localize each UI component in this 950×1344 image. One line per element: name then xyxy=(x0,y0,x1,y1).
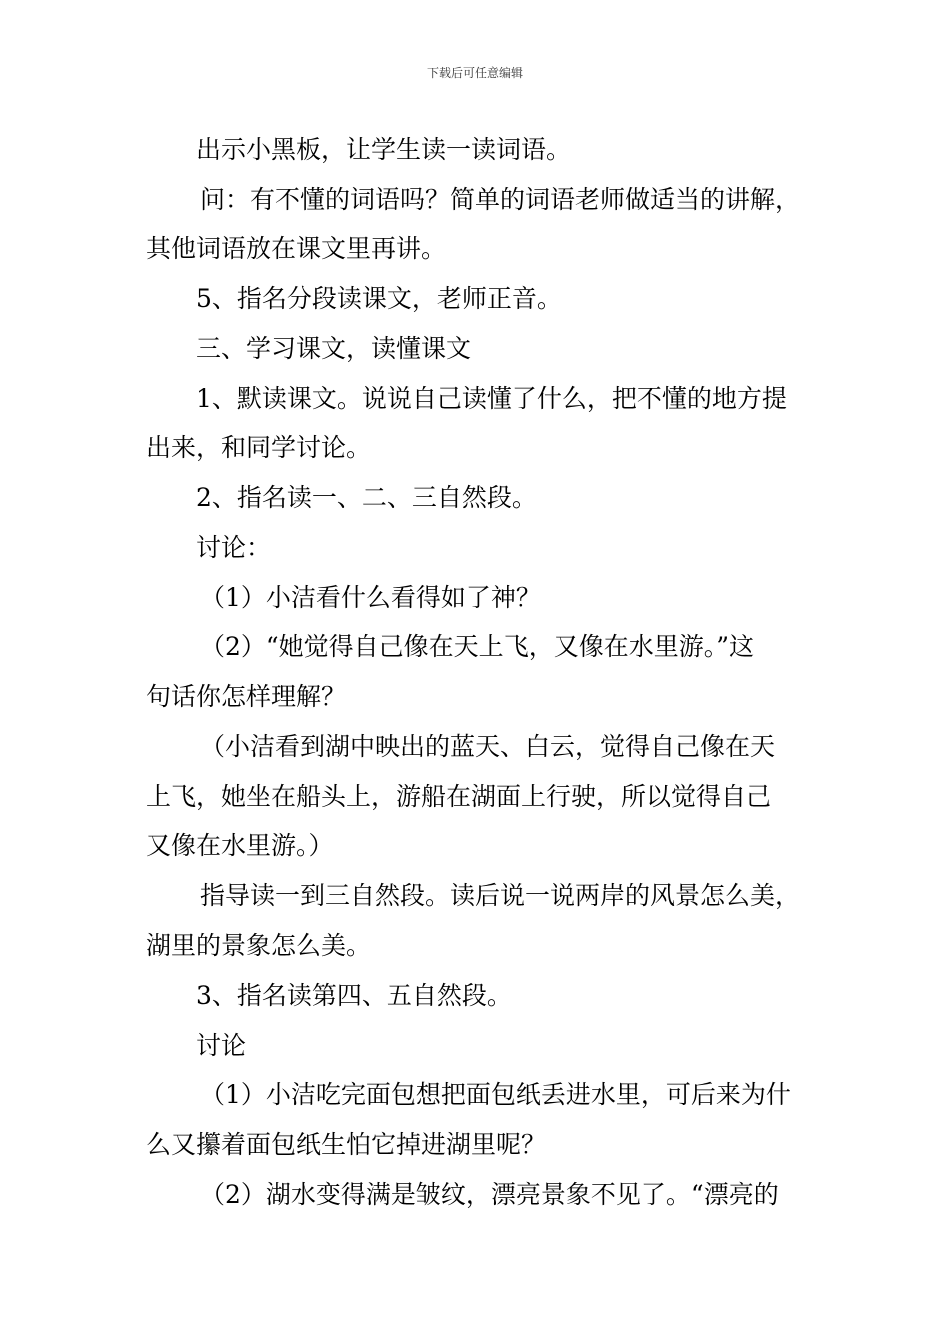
text-line: （小洁看到湖中映出的蓝天、白云，觉得自己像在天 xyxy=(200,732,776,761)
text-line: 其他词语放在课文里再讲。 xyxy=(146,234,447,263)
text-line: 么又攥着面包纸生怕它掉进湖里呢？ xyxy=(146,1130,547,1159)
text-line: 又像在水里游。） xyxy=(146,831,334,860)
text-line: （1）小洁看什么看得如了神？ xyxy=(200,583,541,612)
text-line: 5、指名分段读课文，老师正音。 xyxy=(196,284,562,313)
text-line: 2、指名读一、二、三自然段。 xyxy=(196,483,537,512)
text-line: 句话你怎样理解？ xyxy=(146,682,347,711)
page-header: 下载后可任意编辑 xyxy=(426,66,523,80)
text-line: 讨论： xyxy=(196,533,272,562)
text-line: 三、学习课文，读懂课文 xyxy=(196,334,472,363)
text-line: 1、默读课文。说说自己读懂了什么，把不懂的地方提 xyxy=(196,384,787,413)
text-line: 指导读一到三自然段。读后说一说两岸的风景怎么美， xyxy=(200,881,801,910)
text-line: 问：有不懂的词语吗？简单的词语老师做适当的讲解， xyxy=(200,185,801,214)
text-line: 出示小黑板，让学生读一读词语。 xyxy=(196,135,572,164)
text-line: 讨论 xyxy=(196,1031,247,1060)
text-line: 3、指名读第四、五自然段。 xyxy=(196,981,512,1010)
text-line: 湖里的景象怎么美。 xyxy=(146,931,372,960)
text-line: 出来，和同学讨论。 xyxy=(146,433,372,462)
text-line: （1）小洁吃完面包想把面包纸丢进水里，可后来为什 xyxy=(200,1080,791,1109)
text-line: （2）“她觉得自己像在天上飞，又像在水里游。”这 xyxy=(200,632,754,661)
text-line: （2）湖水变得满是皱纹，漂亮景象不见了。“漂亮的 xyxy=(200,1180,779,1209)
text-line: 上飞，她坐在船头上，游船在湖面上行驶，所以觉得自己 xyxy=(146,782,772,811)
